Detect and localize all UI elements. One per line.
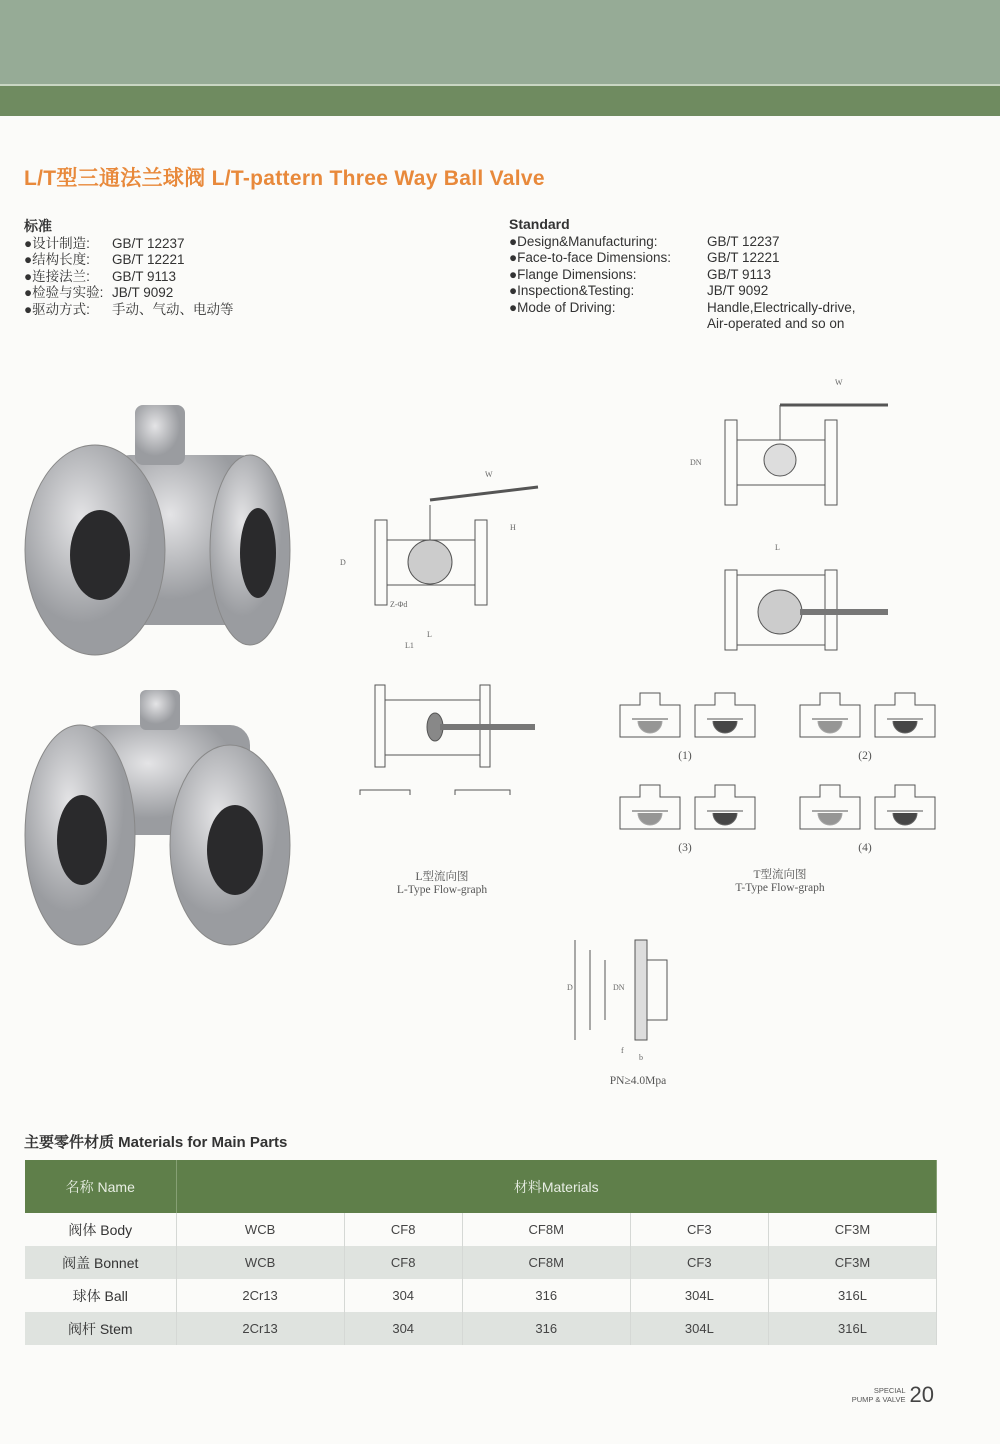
part-name: 球体 Ball [25, 1279, 176, 1312]
standards-heading-cn: 标准 [24, 218, 52, 234]
material-cell: CF3 [630, 1246, 768, 1279]
material-cell: WCB [176, 1213, 344, 1246]
standard-item [24, 302, 234, 319]
page-title: L/T型三通法兰球阀 L/T-pattern Three Way Ball Valve [24, 167, 545, 190]
table-row [25, 1246, 937, 1279]
l-type-drawing [330, 465, 550, 795]
standard-label: ●连接法兰: [24, 268, 90, 284]
materials-table [25, 1160, 937, 1345]
standard-item [24, 285, 234, 302]
header-stripe [0, 84, 1000, 116]
standard-label: ●结构长度: [24, 252, 90, 267]
svg-text:L: L [427, 630, 432, 639]
svg-text:Z-Φd: Z-Φd [390, 600, 408, 609]
col-materials-header: 材料Materials [176, 1160, 937, 1213]
material-cell: 304 [344, 1279, 462, 1312]
svg-text:D: D [340, 558, 346, 567]
flange-detail-drawing [565, 935, 685, 1065]
col-name-header: 名称 Name [25, 1160, 176, 1213]
standard-value: GB/T 9113 [112, 268, 177, 284]
material-cell: CF8 [344, 1246, 462, 1279]
flow-position-diagram [875, 785, 935, 829]
standard-label: ●Inspection&Testing: [509, 283, 635, 298]
flow-position-diagram [875, 693, 935, 737]
svg-text:f: f [621, 1046, 624, 1055]
l-flow-caption: L型流向图 L-Type Flow-graph [396, 871, 488, 896]
t-type-drawing [680, 375, 900, 675]
material-cell: CF8M [462, 1213, 630, 1246]
material-cell: 304 [344, 1312, 462, 1345]
standard-label: ●Flange Dimensions: [509, 266, 637, 282]
standard-item [24, 252, 234, 269]
standard-value: GB/T 12221 [112, 252, 185, 267]
standard-item [509, 250, 856, 267]
standard-item [24, 269, 234, 286]
standard-item [509, 234, 856, 251]
standard-label: ●Mode of Driving: [509, 299, 616, 315]
table-row [25, 1312, 937, 1345]
position-2-label: (2) [858, 750, 872, 762]
material-cell: 2Cr13 [176, 1279, 344, 1312]
materials-title: 主要零件材质 Materials for Main Parts [24, 1134, 288, 1151]
standard-label: ●设计制造: [24, 235, 90, 251]
brand-line-1: SPECIAL [873, 1386, 906, 1395]
standard-item [509, 283, 856, 300]
t-flow-graph [615, 688, 945, 863]
flow-position-diagram [620, 785, 680, 829]
l-valve-photo [25, 405, 290, 655]
standard-value: GB/T 12237 [707, 233, 780, 249]
standard-label: ●驱动方式: [24, 301, 90, 317]
material-cell: 304L [630, 1312, 768, 1345]
t-valve-photo [25, 690, 290, 945]
part-name: 阀杆 Stem [25, 1312, 176, 1345]
header-band [0, 0, 1000, 84]
svg-text:DN: DN [613, 983, 625, 992]
standards-en [509, 216, 856, 333]
standard-value: 手动、气动、电动等 [112, 301, 234, 317]
position-4-label: (4) [858, 842, 872, 854]
standard-label: ●Face-to-face Dimensions: [509, 250, 671, 265]
svg-text:D: D [567, 983, 573, 992]
standard-value-cont: Air-operated and so on [707, 316, 845, 331]
material-cell: 304L [630, 1279, 768, 1312]
flow-position-diagram [695, 785, 755, 829]
material-cell: WCB [176, 1246, 344, 1279]
svg-text:b: b [639, 1053, 643, 1062]
standard-value: Handle,Electrically-drive, [707, 299, 856, 315]
svg-text:W: W [835, 378, 843, 387]
svg-text:DN: DN [690, 458, 702, 467]
standard-value: JB/T 9092 [112, 285, 174, 300]
svg-text:L: L [775, 543, 780, 552]
page-number: 20 [909, 1382, 934, 1407]
standard-value: GB/T 12221 [707, 250, 780, 265]
svg-text:H: H [510, 523, 516, 532]
standard-item [509, 300, 856, 317]
part-name: 阀体 Body [25, 1213, 176, 1246]
table-row [25, 1279, 937, 1312]
material-cell: CF3 [630, 1213, 768, 1246]
material-cell: 316 [462, 1279, 630, 1312]
standard-item [509, 267, 856, 284]
flow-position-diagram [800, 785, 860, 829]
standard-item [24, 236, 234, 253]
material-cell: 316L [768, 1279, 936, 1312]
standard-value: GB/T 9113 [707, 266, 772, 282]
table-row [25, 1213, 937, 1246]
position-3-label: (3) [678, 842, 692, 854]
standard-label: ●Design&Manufacturing: [509, 233, 658, 249]
t-flow-caption: T型流向图 T-Type Flow-graph [735, 869, 825, 894]
flow-position-diagram [800, 693, 860, 737]
material-cell: CF8 [344, 1213, 462, 1246]
flow-position-diagram [620, 693, 680, 737]
part-name: 阀盖 Bonnet [25, 1246, 176, 1279]
material-cell: 2Cr13 [176, 1312, 344, 1345]
standard-label: ●检验与实验: [24, 285, 104, 300]
standard-value: JB/T 9092 [707, 283, 769, 298]
page-footer [852, 1382, 934, 1408]
standard-value: GB/T 12237 [112, 235, 185, 251]
material-cell: 316 [462, 1312, 630, 1345]
brand-line-2: PUMP & VALVE [851, 1395, 906, 1404]
standards-cn [24, 218, 234, 318]
standards-heading-en: Standard [509, 216, 570, 232]
svg-text:W: W [485, 470, 493, 479]
position-1-label: (1) [678, 750, 692, 762]
valve-photos [20, 385, 300, 955]
material-cell: CF3M [768, 1246, 936, 1279]
flow-position-diagram [695, 693, 755, 737]
flange-note: PN≥4.0Mpa [609, 1075, 667, 1087]
material-cell: CF3M [768, 1213, 936, 1246]
material-cell: CF8M [462, 1246, 630, 1279]
material-cell: 316L [768, 1312, 936, 1345]
svg-text:L1: L1 [405, 641, 414, 650]
